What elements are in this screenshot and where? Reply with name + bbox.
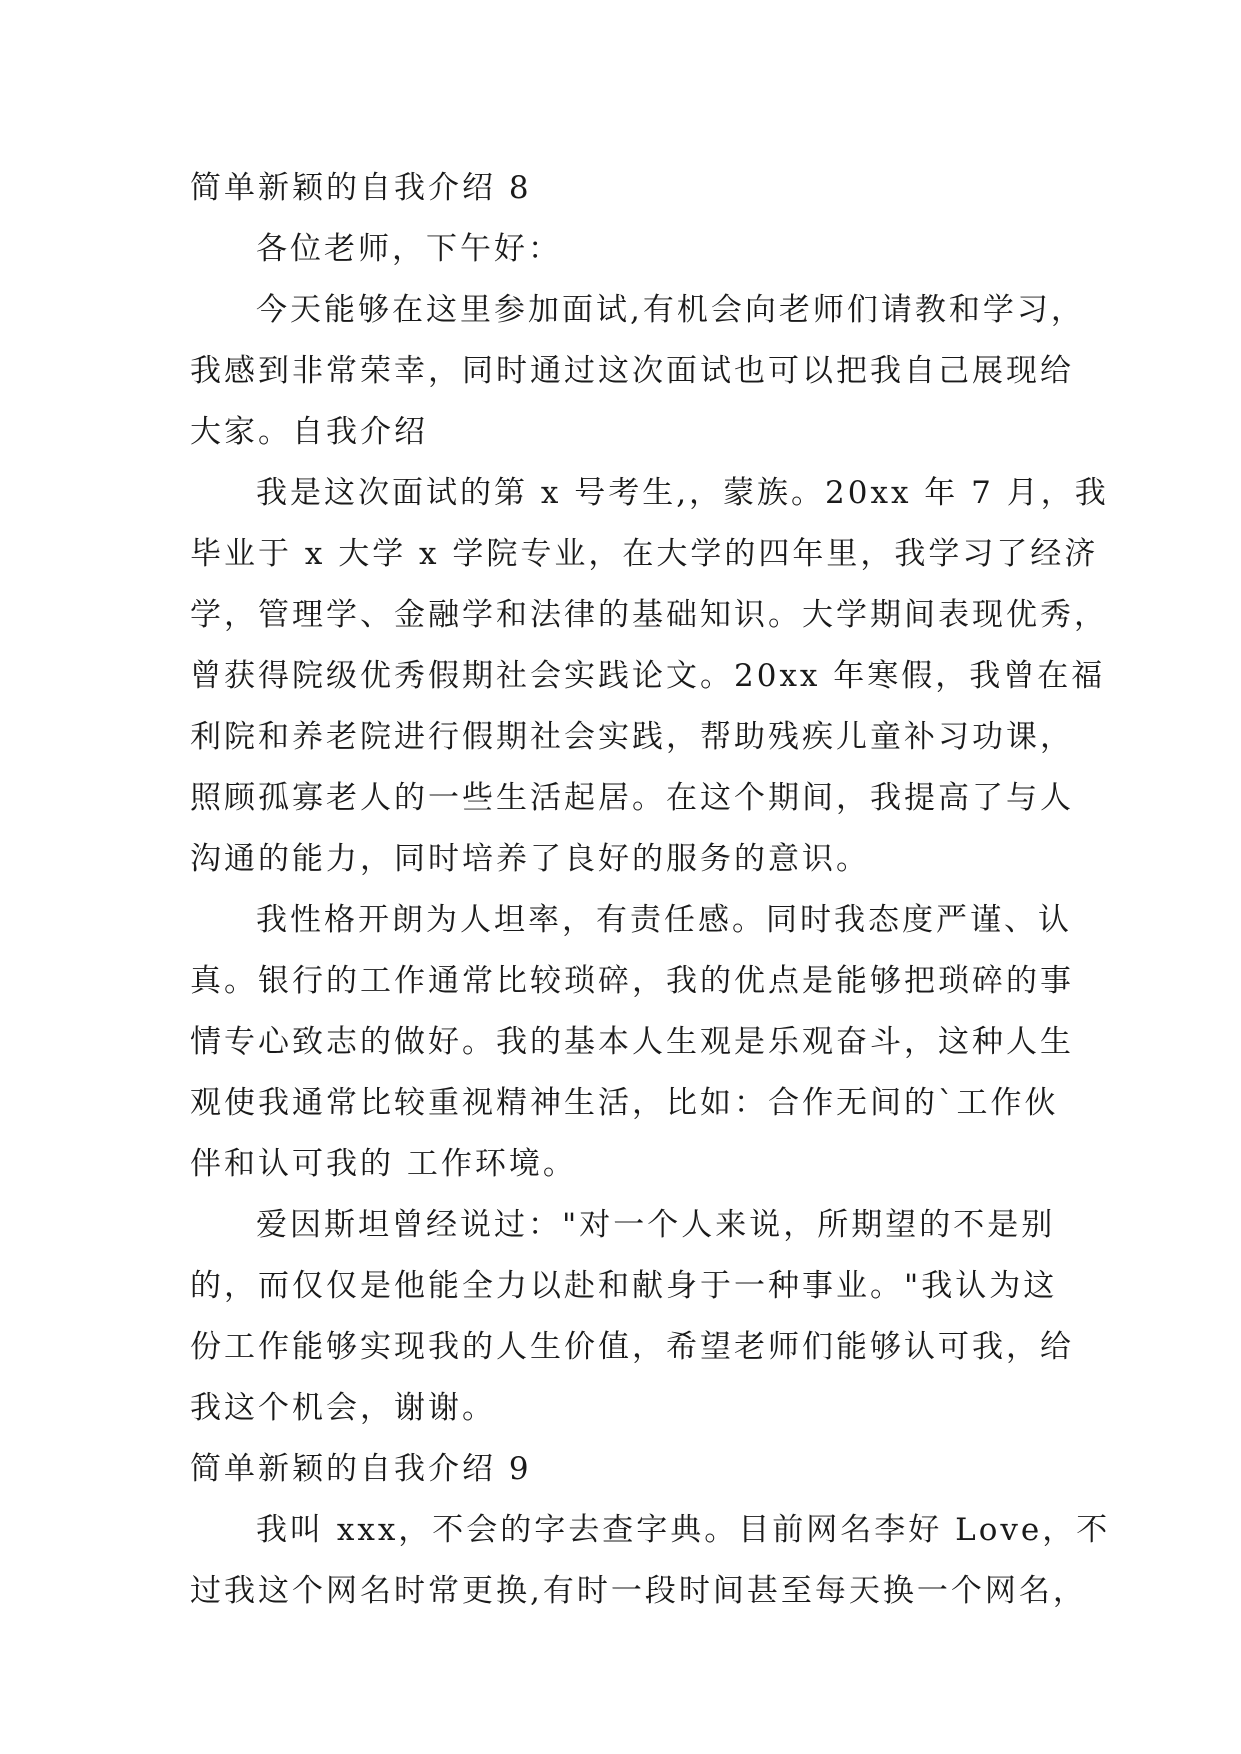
text-line: 观使我通常比较重视精神生活，比如：合作无间的`工作伙 bbox=[190, 1085, 1059, 1121]
quote-paragraph bbox=[190, 1195, 1090, 1439]
text-line: 我叫 xxx，不会的字去查字典。目前网名李好 Love，不 bbox=[256, 1512, 1111, 1548]
text-line: 我感到非常荣幸，同时通过这次面试也可以把我自己展现给 bbox=[190, 353, 1074, 389]
text-line: 真。银行的工作通常比较琐碎，我的优点是能够把琐碎的事 bbox=[190, 963, 1074, 999]
text-line: 沟通的能力，同时培养了良好的服务的意识。 bbox=[190, 841, 870, 877]
text-line: 的，而仅仅是他能全力以赴和献身于一种事业。"我认为这 bbox=[190, 1268, 1058, 1304]
name-paragraph bbox=[190, 1500, 1111, 1622]
text-line: 伴和认可我的 工作环境。 bbox=[190, 1146, 577, 1182]
text-line: 大家。自我介绍 bbox=[190, 414, 428, 450]
text-line: 毕业于 x 大学 x 学院专业，在大学的四年里，我学习了经济 bbox=[190, 536, 1099, 572]
text-line: 各位老师，下午好： bbox=[256, 231, 562, 267]
text-line: 过我这个网名时常更换,有时一段时间甚至每天换一个网名， bbox=[190, 1573, 1087, 1609]
text-line: 今天能够在这里参加面试,有机会向老师们请教和学习， bbox=[256, 292, 1085, 328]
personality-paragraph bbox=[190, 890, 1090, 1195]
text-line: 爱因斯坦曾经说过："对一个人来说，所期望的不是别 bbox=[256, 1207, 1056, 1243]
section-heading-8: 简单新颖的自我介绍 8 bbox=[190, 170, 532, 206]
intro-paragraph bbox=[190, 280, 1090, 463]
text-line: 份工作能够实现我的人生价值，希望老师们能够认可我，给 bbox=[190, 1329, 1074, 1365]
background-paragraph bbox=[190, 463, 1109, 890]
text-line: 利院和养老院进行假期社会实践，帮助残疾儿童补习功课， bbox=[190, 719, 1074, 755]
section-heading-9: 简单新颖的自我介绍 9 bbox=[190, 1451, 532, 1487]
greeting-paragraph bbox=[190, 219, 1090, 280]
text-line: 我是这次面试的第 x 号考生,，蒙族。20xx 年 7 月，我 bbox=[256, 475, 1109, 511]
document-body bbox=[190, 158, 1111, 1622]
text-line: 照顾孤寡老人的一些生活起居。在这个期间，我提高了与人 bbox=[190, 780, 1074, 816]
text-line: 情专心致志的做好。我的基本人生观是乐观奋斗，这种人生 bbox=[190, 1024, 1074, 1060]
text-line: 学，管理学、金融学和法律的基础知识。大学期间表现优秀， bbox=[190, 597, 1108, 633]
text-line: 我这个机会，谢谢。 bbox=[190, 1390, 496, 1426]
text-line: 我性格开朗为人坦率，有责任感。同时我态度严谨、认 bbox=[256, 902, 1072, 938]
text-line: 曾获得院级优秀假期社会实践论文。20xx 年寒假，我曾在福 bbox=[190, 658, 1106, 694]
